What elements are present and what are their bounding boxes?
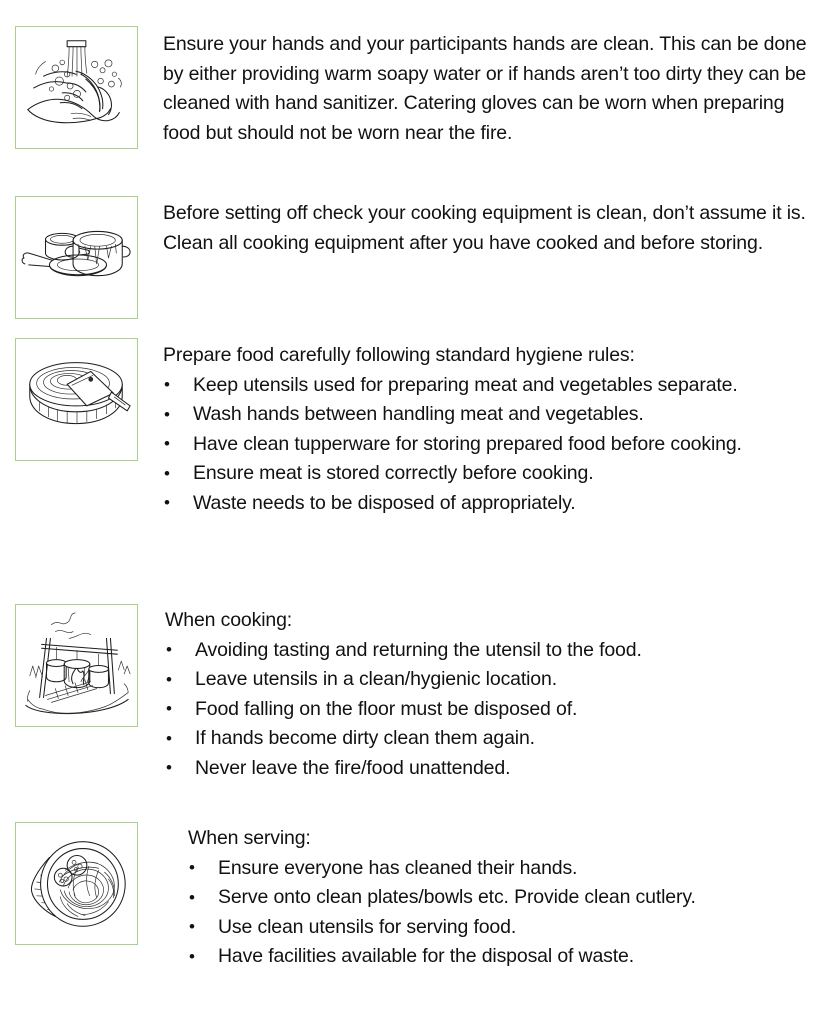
section-2-paragraph: Before setting off check your cooking equipment is clean, don’t assume it is. Clean all cooking equipment after you have cooked and before storing. bbox=[163, 202, 806, 254]
section-3-heading: Prepare food carefully following standard hygiene rules: bbox=[163, 344, 635, 366]
plate-of-pasta-illustration bbox=[15, 822, 138, 945]
campfire-hanging-pots-illustration bbox=[15, 604, 138, 727]
bullet-glyph: • bbox=[164, 404, 170, 424]
list-item bbox=[163, 459, 788, 489]
list-item bbox=[188, 942, 813, 972]
section-4-heading: When cooking: bbox=[165, 609, 293, 631]
list-item bbox=[188, 913, 813, 943]
list-item-text: Have facilities available for the disposal of waste. bbox=[218, 945, 635, 968]
bullet-glyph: • bbox=[166, 728, 172, 748]
list-item bbox=[165, 754, 790, 784]
list-item-text: Leave utensils in a clean/hygienic location. bbox=[195, 668, 557, 691]
list-item bbox=[165, 695, 790, 725]
list-item-text: Have clean tupperware for storing prepared food before cooking. bbox=[193, 432, 742, 455]
section-5-text bbox=[188, 824, 813, 972]
list-item bbox=[188, 854, 813, 884]
list-item-text: Never leave the fire/food unattended. bbox=[195, 756, 511, 779]
list-item-text: Wash hands between handling meat and vegetables. bbox=[193, 403, 644, 426]
section-1-paragraph: Ensure your hands and your participants hands are clean. This can be done by either providing warm soapy water or if hands aren’t too dirty they can be cleaned with hand sanitizer. Catering gloves can be worn when preparing food but should not be worn near the fire. bbox=[163, 33, 807, 144]
section-5-bullet-list bbox=[188, 854, 813, 972]
list-item-text: Serve onto clean plates/bowls etc. Provide clean cutlery. bbox=[218, 886, 696, 909]
bullet-glyph: • bbox=[189, 946, 195, 966]
list-item bbox=[163, 430, 788, 460]
list-item-text: Avoiding tasting and returning the utensil to the food. bbox=[195, 638, 642, 661]
list-item-text: Keep utensils used for preparing meat and vegetables separate. bbox=[193, 373, 738, 396]
list-item bbox=[163, 400, 788, 430]
bullet-glyph: • bbox=[164, 434, 170, 454]
list-item bbox=[165, 636, 790, 666]
bullet-glyph: • bbox=[164, 463, 170, 483]
list-item-text: Use clean utensils for serving food. bbox=[218, 915, 517, 938]
list-item-text: Ensure meat is stored correctly before cooking. bbox=[193, 462, 594, 485]
list-item bbox=[163, 489, 788, 519]
cookware-illustration bbox=[15, 196, 138, 319]
bullet-glyph: • bbox=[189, 858, 195, 878]
bullet-glyph: • bbox=[189, 887, 195, 907]
section-1-text bbox=[163, 30, 811, 148]
list-item-text: Waste needs to be disposed of appropriately. bbox=[193, 491, 576, 514]
handwashing-illustration bbox=[15, 26, 138, 149]
bullet-glyph: • bbox=[189, 917, 195, 937]
bullet-glyph: • bbox=[164, 493, 170, 513]
bullet-glyph: • bbox=[166, 640, 172, 660]
list-item-text: Food falling on the floor must be disposed of. bbox=[195, 697, 578, 720]
section-2-text bbox=[163, 199, 811, 258]
list-item bbox=[163, 371, 788, 401]
chopping-block-cleaver-illustration bbox=[15, 338, 138, 461]
bullet-glyph: • bbox=[166, 669, 172, 689]
list-item bbox=[165, 724, 790, 754]
list-item bbox=[188, 883, 813, 913]
section-4-bullet-list bbox=[165, 636, 790, 784]
section-5-heading: When serving: bbox=[188, 827, 311, 849]
section-3-text bbox=[163, 341, 788, 519]
section-4-text bbox=[165, 606, 790, 784]
list-item-text: Ensure everyone has cleaned their hands. bbox=[218, 856, 578, 879]
bullet-glyph: • bbox=[166, 758, 172, 778]
bullet-glyph: • bbox=[166, 699, 172, 719]
list-item bbox=[165, 665, 790, 695]
section-3-bullet-list bbox=[163, 371, 788, 519]
list-item-text: If hands become dirty clean them again. bbox=[195, 727, 535, 750]
bullet-glyph: • bbox=[164, 375, 170, 395]
